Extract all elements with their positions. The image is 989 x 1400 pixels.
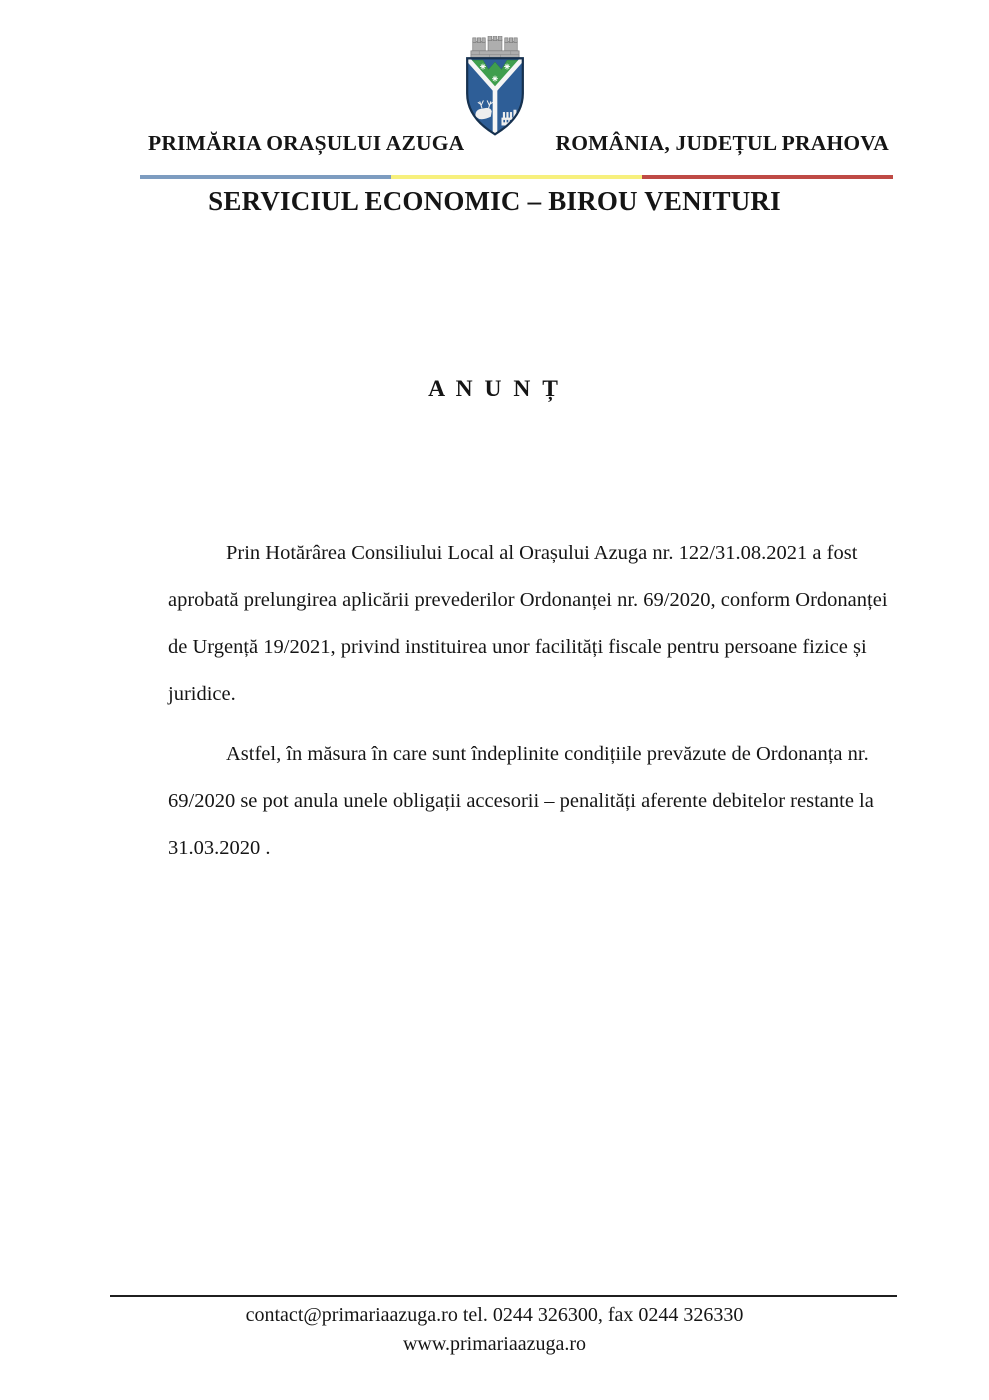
municipality-name: PRIMĂRIA ORAȘULUI AZUGA	[148, 131, 465, 155]
announcement-title: A N U N Ț	[428, 376, 561, 402]
romanian-flag-divider	[140, 175, 893, 179]
country-region-name: ROMÂNIA, JUDEȚUL PRAHOVA	[555, 131, 889, 155]
footer-website: www.primariaazuga.ro	[402, 1333, 587, 1355]
announcement-paragraph: Prin Hotărârea Consiliului Local al Orașului Azuga nr. 122/31.08.2021 a fost aprobată prelungirea aplicării prevederilor Ordonanței nr. 69/2020, conform Ordonanței de Urgență 19/2021, privind instituirea unor facilități fiscale pentru persoane fizice și juridice.	[168, 542, 888, 705]
azuga-coat-of-arms-icon	[446, 36, 544, 138]
flag-yellow-segment	[391, 175, 642, 179]
footer-divider	[110, 1295, 897, 1297]
footer-contact-line: contact@primariaazuga.ro tel. 0244 326300, fax 0244 326330	[245, 1304, 744, 1326]
header-row	[148, 131, 889, 156]
flag-blue-segment	[140, 175, 391, 179]
mural-crown-icon	[470, 36, 518, 58]
footer	[0, 1301, 989, 1359]
announcement-body	[168, 530, 910, 885]
department-title: SERVICIUL ECONOMIC – BIROU VENITURI	[208, 186, 781, 216]
flag-red-segment	[642, 175, 893, 179]
announcement-paragraph: Astfel, în măsura în care sunt îndeplinite condițiile prevăzute de Ordonanța nr. 69/2020 se pot anula unele obligații accesorii – penalități aferente debitelor restante la 31.03.2020 .	[168, 743, 874, 859]
